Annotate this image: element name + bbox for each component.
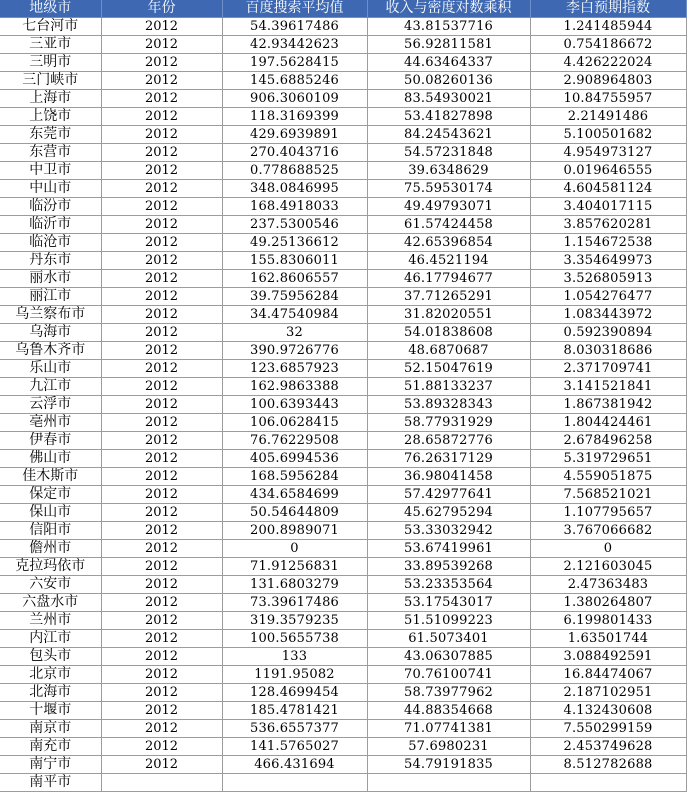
libai-index-cell[interactable]: 8.512782688 bbox=[530, 756, 686, 774]
city-cell[interactable]: 兰州市 bbox=[0, 612, 101, 630]
year-cell[interactable]: 2012 bbox=[101, 558, 222, 576]
income-density-product-cell[interactable]: 54.79191835 bbox=[367, 756, 530, 774]
libai-index-cell[interactable]: 3.088492591 bbox=[530, 648, 686, 666]
table-row bbox=[0, 612, 686, 630]
baidu-search-avg-cell[interactable]: 141.5765027 bbox=[222, 738, 367, 756]
year-cell[interactable]: 2012 bbox=[101, 108, 222, 126]
city-cell[interactable]: 保山市 bbox=[0, 504, 101, 522]
year-cell[interactable]: 2012 bbox=[101, 18, 222, 36]
table-row bbox=[0, 306, 686, 324]
baidu-search-avg-cell[interactable]: 155.8306011 bbox=[222, 252, 367, 270]
table-row bbox=[0, 432, 686, 450]
table-row bbox=[0, 774, 686, 792]
income-density-product-cell[interactable]: 54.01838608 bbox=[367, 324, 530, 342]
income-density-product-cell[interactable]: 37.71265291 bbox=[367, 288, 530, 306]
year-cell[interactable]: 2012 bbox=[101, 342, 222, 360]
libai-index-cell[interactable]: 3.404017115 bbox=[530, 198, 686, 216]
baidu-search-avg-cell[interactable] bbox=[222, 774, 367, 792]
city-cell[interactable]: 东莞市 bbox=[0, 126, 101, 144]
income-density-product-cell[interactable]: 61.5073401 bbox=[367, 630, 530, 648]
city-cell[interactable]: 亳州市 bbox=[0, 414, 101, 432]
libai-index-cell[interactable]: 2.47363483 bbox=[530, 576, 686, 594]
year-cell[interactable]: 2012 bbox=[101, 594, 222, 612]
libai-index-cell[interactable]: 4.132430608 bbox=[530, 702, 686, 720]
baidu-search-avg-cell[interactable]: 168.4918033 bbox=[222, 198, 367, 216]
table-row bbox=[0, 234, 686, 252]
libai-index-cell[interactable]: 0.019646555 bbox=[530, 162, 686, 180]
libai-index-cell[interactable]: 1.63501744 bbox=[530, 630, 686, 648]
libai-index-cell[interactable]: 2.453749628 bbox=[530, 738, 686, 756]
libai-index-cell[interactable]: 5.319729651 bbox=[530, 450, 686, 468]
table-row bbox=[0, 378, 686, 396]
year-cell[interactable]: 2012 bbox=[101, 468, 222, 486]
libai-index-cell[interactable]: 1.380264807 bbox=[530, 594, 686, 612]
header-libai-index[interactable]: 李白预期指数 bbox=[530, 0, 686, 18]
year-cell[interactable]: 2012 bbox=[101, 738, 222, 756]
header-baidu-search-avg[interactable]: 百度搜索平均值 bbox=[222, 0, 367, 18]
baidu-search-avg-cell[interactable]: 106.0628415 bbox=[222, 414, 367, 432]
income-density-product-cell[interactable]: 46.17794677 bbox=[367, 270, 530, 288]
city-cell[interactable]: 三明市 bbox=[0, 54, 101, 72]
income-density-product-cell[interactable]: 53.23353564 bbox=[367, 576, 530, 594]
table-row bbox=[0, 252, 686, 270]
income-density-product-cell[interactable]: 57.6980231 bbox=[367, 738, 530, 756]
libai-index-cell[interactable]: 3.526805913 bbox=[530, 270, 686, 288]
city-cell[interactable]: 南充市 bbox=[0, 738, 101, 756]
city-cell[interactable]: 乌海市 bbox=[0, 324, 101, 342]
year-cell[interactable]: 2012 bbox=[101, 198, 222, 216]
income-density-product-cell[interactable]: 43.06307885 bbox=[367, 648, 530, 666]
baidu-search-avg-cell[interactable]: 73.39617486 bbox=[222, 594, 367, 612]
table-row bbox=[0, 396, 686, 414]
baidu-search-avg-cell[interactable]: 128.4699454 bbox=[222, 684, 367, 702]
libai-index-cell[interactable] bbox=[530, 774, 686, 792]
libai-index-cell[interactable]: 3.141521841 bbox=[530, 378, 686, 396]
baidu-search-avg-cell[interactable]: 466.431694 bbox=[222, 756, 367, 774]
city-cell[interactable]: 伊春市 bbox=[0, 432, 101, 450]
libai-index-cell[interactable]: 4.559051875 bbox=[530, 468, 686, 486]
city-cell[interactable]: 佛山市 bbox=[0, 450, 101, 468]
baidu-search-avg-cell[interactable]: 54.39617486 bbox=[222, 18, 367, 36]
income-density-product-cell[interactable]: 39.6348629 bbox=[367, 162, 530, 180]
year-cell[interactable]: 2012 bbox=[101, 126, 222, 144]
table-row bbox=[0, 36, 686, 54]
year-cell[interactable] bbox=[101, 774, 222, 792]
libai-index-cell[interactable]: 1.107795657 bbox=[530, 504, 686, 522]
table-row bbox=[0, 684, 686, 702]
year-cell[interactable]: 2012 bbox=[101, 378, 222, 396]
baidu-search-avg-cell[interactable]: 32 bbox=[222, 324, 367, 342]
libai-index-cell[interactable]: 2.678496258 bbox=[530, 432, 686, 450]
city-cell[interactable]: 乐山市 bbox=[0, 360, 101, 378]
baidu-search-avg-cell[interactable]: 348.0846995 bbox=[222, 180, 367, 198]
baidu-search-avg-cell[interactable]: 434.6584699 bbox=[222, 486, 367, 504]
income-density-product-cell[interactable]: 61.57424458 bbox=[367, 216, 530, 234]
table-row bbox=[0, 288, 686, 306]
income-density-product-cell[interactable]: 36.98041458 bbox=[367, 468, 530, 486]
year-cell[interactable]: 2012 bbox=[101, 576, 222, 594]
header-year[interactable]: 年份 bbox=[101, 0, 222, 18]
city-cell[interactable]: 乌兰察布市 bbox=[0, 306, 101, 324]
income-density-product-cell[interactable]: 58.77931929 bbox=[367, 414, 530, 432]
table-row bbox=[0, 324, 686, 342]
year-cell[interactable]: 2012 bbox=[101, 306, 222, 324]
libai-index-cell[interactable]: 2.121603045 bbox=[530, 558, 686, 576]
table-row bbox=[0, 738, 686, 756]
libai-index-cell[interactable]: 1.804424461 bbox=[530, 414, 686, 432]
table-row bbox=[0, 162, 686, 180]
income-density-product-cell[interactable]: 71.07741381 bbox=[367, 720, 530, 738]
baidu-search-avg-cell[interactable]: 76.76229508 bbox=[222, 432, 367, 450]
year-cell[interactable]: 2012 bbox=[101, 216, 222, 234]
year-cell[interactable]: 2012 bbox=[101, 234, 222, 252]
income-density-product-cell[interactable]: 33.89539268 bbox=[367, 558, 530, 576]
header-city[interactable]: 地级市 bbox=[0, 0, 101, 18]
city-cell[interactable]: 信阳市 bbox=[0, 522, 101, 540]
libai-index-cell[interactable]: 2.908964803 bbox=[530, 72, 686, 90]
baidu-search-avg-cell[interactable]: 319.3579235 bbox=[222, 612, 367, 630]
city-cell[interactable]: 中山市 bbox=[0, 180, 101, 198]
baidu-search-avg-cell[interactable]: 168.5956284 bbox=[222, 468, 367, 486]
table-row bbox=[0, 576, 686, 594]
baidu-search-avg-cell[interactable]: 100.6393443 bbox=[222, 396, 367, 414]
year-cell[interactable]: 2012 bbox=[101, 432, 222, 450]
city-cell[interactable]: 上饶市 bbox=[0, 108, 101, 126]
year-cell[interactable]: 2012 bbox=[101, 72, 222, 90]
income-density-product-cell[interactable]: 43.81537716 bbox=[367, 18, 530, 36]
income-density-product-cell[interactable]: 48.6870687 bbox=[367, 342, 530, 360]
city-cell[interactable]: 六盘水市 bbox=[0, 594, 101, 612]
table-row bbox=[0, 648, 686, 666]
table-row bbox=[0, 666, 686, 684]
table-row bbox=[0, 720, 686, 738]
libai-index-cell[interactable]: 2.21491486 bbox=[530, 108, 686, 126]
city-cell[interactable]: 包头市 bbox=[0, 648, 101, 666]
income-density-product-cell[interactable]: 57.42977641 bbox=[367, 486, 530, 504]
income-density-product-cell[interactable]: 31.82020551 bbox=[367, 306, 530, 324]
baidu-search-avg-cell[interactable]: 429.6939891 bbox=[222, 126, 367, 144]
table-row bbox=[0, 702, 686, 720]
libai-index-cell[interactable]: 1.083443972 bbox=[530, 306, 686, 324]
table-row bbox=[0, 54, 686, 72]
table-row bbox=[0, 540, 686, 558]
year-cell[interactable]: 2012 bbox=[101, 54, 222, 72]
libai-index-cell[interactable]: 1.241485944 bbox=[530, 18, 686, 36]
table-row bbox=[0, 414, 686, 432]
baidu-search-avg-cell[interactable]: 118.3169399 bbox=[222, 108, 367, 126]
city-cell[interactable]: 九江市 bbox=[0, 378, 101, 396]
libai-index-cell[interactable]: 4.604581124 bbox=[530, 180, 686, 198]
baidu-search-avg-cell[interactable]: 123.6857923 bbox=[222, 360, 367, 378]
table-row bbox=[0, 18, 686, 36]
year-cell[interactable]: 2012 bbox=[101, 504, 222, 522]
income-density-product-cell[interactable]: 51.88133237 bbox=[367, 378, 530, 396]
city-cell[interactable]: 东营市 bbox=[0, 144, 101, 162]
income-density-product-cell[interactable]: 70.76100741 bbox=[367, 666, 530, 684]
table-row bbox=[0, 72, 686, 90]
table-row bbox=[0, 522, 686, 540]
table-row bbox=[0, 144, 686, 162]
income-density-product-cell[interactable]: 53.41827898 bbox=[367, 108, 530, 126]
libai-index-cell[interactable]: 8.030318686 bbox=[530, 342, 686, 360]
city-cell[interactable]: 佳木斯市 bbox=[0, 468, 101, 486]
city-cell[interactable]: 临汾市 bbox=[0, 198, 101, 216]
income-density-product-cell[interactable]: 54.57231848 bbox=[367, 144, 530, 162]
header-income-density-product[interactable]: 收入与密度对数乘积 bbox=[367, 0, 530, 18]
income-density-product-cell[interactable]: 44.63464337 bbox=[367, 54, 530, 72]
table-row bbox=[0, 594, 686, 612]
year-cell[interactable]: 2012 bbox=[101, 36, 222, 54]
table-row bbox=[0, 360, 686, 378]
year-cell[interactable]: 2012 bbox=[101, 756, 222, 774]
table-row bbox=[0, 108, 686, 126]
city-cell[interactable]: 十堰市 bbox=[0, 702, 101, 720]
city-cell[interactable]: 丹东市 bbox=[0, 252, 101, 270]
year-cell[interactable]: 2012 bbox=[101, 252, 222, 270]
header-row bbox=[0, 0, 686, 18]
libai-index-cell[interactable]: 3.857620281 bbox=[530, 216, 686, 234]
libai-index-cell[interactable]: 1.154672538 bbox=[530, 234, 686, 252]
table-row bbox=[0, 126, 686, 144]
libai-index-cell[interactable]: 3.354649973 bbox=[530, 252, 686, 270]
city-cell[interactable]: 三门峡市 bbox=[0, 72, 101, 90]
table-row bbox=[0, 270, 686, 288]
table-row bbox=[0, 90, 686, 108]
income-density-product-cell[interactable]: 53.89328343 bbox=[367, 396, 530, 414]
city-cell[interactable]: 保定市 bbox=[0, 486, 101, 504]
city-cell[interactable]: 临沧市 bbox=[0, 234, 101, 252]
year-cell[interactable]: 2012 bbox=[101, 288, 222, 306]
income-density-product-cell[interactable]: 53.17543017 bbox=[367, 594, 530, 612]
city-cell[interactable]: 儋州市 bbox=[0, 540, 101, 558]
city-cell[interactable]: 北海市 bbox=[0, 684, 101, 702]
city-cell[interactable]: 克拉玛依市 bbox=[0, 558, 101, 576]
libai-index-cell[interactable]: 7.550299159 bbox=[530, 720, 686, 738]
baidu-search-avg-cell[interactable]: 49.25136612 bbox=[222, 234, 367, 252]
baidu-search-avg-cell[interactable]: 34.47540984 bbox=[222, 306, 367, 324]
table-row bbox=[0, 342, 686, 360]
baidu-search-avg-cell[interactable]: 145.6885246 bbox=[222, 72, 367, 90]
libai-index-cell[interactable]: 0.592390894 bbox=[530, 324, 686, 342]
baidu-search-avg-cell[interactable]: 197.5628415 bbox=[222, 54, 367, 72]
libai-index-cell[interactable]: 2.187102951 bbox=[530, 684, 686, 702]
year-cell[interactable]: 2012 bbox=[101, 486, 222, 504]
libai-index-cell[interactable]: 3.767066682 bbox=[530, 522, 686, 540]
city-cell[interactable]: 上海市 bbox=[0, 90, 101, 108]
city-cell[interactable]: 南平市 bbox=[0, 774, 101, 792]
baidu-search-avg-cell[interactable]: 42.93442623 bbox=[222, 36, 367, 54]
year-cell[interactable]: 2012 bbox=[101, 630, 222, 648]
income-density-product-cell[interactable]: 53.67419961 bbox=[367, 540, 530, 558]
year-cell[interactable]: 2012 bbox=[101, 270, 222, 288]
baidu-search-avg-cell[interactable]: 162.8606557 bbox=[222, 270, 367, 288]
baidu-search-avg-cell[interactable]: 39.75956284 bbox=[222, 288, 367, 306]
year-cell[interactable]: 2012 bbox=[101, 648, 222, 666]
year-cell[interactable]: 2012 bbox=[101, 396, 222, 414]
income-density-product-cell[interactable]: 75.59530174 bbox=[367, 180, 530, 198]
income-density-product-cell[interactable]: 45.62795294 bbox=[367, 504, 530, 522]
income-density-product-cell[interactable]: 84.24543621 bbox=[367, 126, 530, 144]
baidu-search-avg-cell[interactable]: 50.54644809 bbox=[222, 504, 367, 522]
baidu-search-avg-cell[interactable]: 405.6994536 bbox=[222, 450, 367, 468]
income-density-product-cell[interactable] bbox=[367, 774, 530, 792]
income-density-product-cell[interactable]: 50.08260136 bbox=[367, 72, 530, 90]
baidu-search-avg-cell[interactable]: 71.91256831 bbox=[222, 558, 367, 576]
year-cell[interactable]: 2012 bbox=[101, 414, 222, 432]
baidu-search-avg-cell[interactable]: 133 bbox=[222, 648, 367, 666]
libai-index-cell[interactable]: 6.199801433 bbox=[530, 612, 686, 630]
city-cell[interactable]: 三亚市 bbox=[0, 36, 101, 54]
city-cell[interactable]: 六安市 bbox=[0, 576, 101, 594]
libai-index-cell[interactable]: 1.867381942 bbox=[530, 396, 686, 414]
city-cell[interactable]: 北京市 bbox=[0, 666, 101, 684]
income-density-product-cell[interactable]: 53.33032942 bbox=[367, 522, 530, 540]
table-row bbox=[0, 756, 686, 774]
libai-index-cell[interactable]: 4.954973127 bbox=[530, 144, 686, 162]
baidu-search-avg-cell[interactable]: 237.5300546 bbox=[222, 216, 367, 234]
year-cell[interactable]: 2012 bbox=[101, 684, 222, 702]
income-density-product-cell[interactable]: 46.4521194 bbox=[367, 252, 530, 270]
libai-index-cell[interactable]: 2.371709741 bbox=[530, 360, 686, 378]
year-cell[interactable]: 2012 bbox=[101, 450, 222, 468]
year-cell[interactable]: 2012 bbox=[101, 180, 222, 198]
income-density-product-cell[interactable]: 83.54930021 bbox=[367, 90, 530, 108]
libai-index-cell[interactable]: 0 bbox=[530, 540, 686, 558]
city-cell[interactable]: 七台河市 bbox=[0, 18, 101, 36]
libai-index-cell[interactable]: 16.84474067 bbox=[530, 666, 686, 684]
baidu-search-avg-cell[interactable]: 1191.95082 bbox=[222, 666, 367, 684]
baidu-search-avg-cell[interactable]: 200.8989071 bbox=[222, 522, 367, 540]
table-row bbox=[0, 198, 686, 216]
city-cell[interactable]: 乌鲁木齐市 bbox=[0, 342, 101, 360]
baidu-search-avg-cell[interactable]: 390.9726776 bbox=[222, 342, 367, 360]
city-cell[interactable]: 南京市 bbox=[0, 720, 101, 738]
libai-index-cell[interactable]: 1.054276477 bbox=[530, 288, 686, 306]
baidu-search-avg-cell[interactable]: 185.4781421 bbox=[222, 702, 367, 720]
income-density-product-cell[interactable]: 44.88354668 bbox=[367, 702, 530, 720]
income-density-product-cell[interactable]: 76.26317129 bbox=[367, 450, 530, 468]
income-density-product-cell[interactable]: 51.51099223 bbox=[367, 612, 530, 630]
income-density-product-cell[interactable]: 56.92811581 bbox=[367, 36, 530, 54]
year-cell[interactable]: 2012 bbox=[101, 144, 222, 162]
table-row bbox=[0, 504, 686, 522]
city-cell[interactable]: 丽水市 bbox=[0, 270, 101, 288]
income-density-product-cell[interactable]: 49.49793071 bbox=[367, 198, 530, 216]
income-density-product-cell[interactable]: 52.15047619 bbox=[367, 360, 530, 378]
city-cell[interactable]: 内江市 bbox=[0, 630, 101, 648]
table-row bbox=[0, 180, 686, 198]
baidu-search-avg-cell[interactable]: 536.6557377 bbox=[222, 720, 367, 738]
libai-index-cell[interactable]: 10.84755957 bbox=[530, 90, 686, 108]
libai-index-cell[interactable]: 0.754186672 bbox=[530, 36, 686, 54]
baidu-search-avg-cell[interactable]: 0.778688525 bbox=[222, 162, 367, 180]
city-cell[interactable]: 南宁市 bbox=[0, 756, 101, 774]
baidu-search-avg-cell[interactable]: 131.6803279 bbox=[222, 576, 367, 594]
libai-index-cell[interactable]: 4.426222024 bbox=[530, 54, 686, 72]
table-row bbox=[0, 468, 686, 486]
libai-index-cell[interactable]: 5.100501682 bbox=[530, 126, 686, 144]
income-density-product-cell[interactable]: 58.73977962 bbox=[367, 684, 530, 702]
libai-index-cell[interactable]: 7.568521021 bbox=[530, 486, 686, 504]
year-cell[interactable]: 2012 bbox=[101, 702, 222, 720]
city-cell[interactable]: 云浮市 bbox=[0, 396, 101, 414]
year-cell[interactable]: 2012 bbox=[101, 90, 222, 108]
table-row bbox=[0, 450, 686, 468]
baidu-search-avg-cell[interactable]: 0 bbox=[222, 540, 367, 558]
income-density-product-cell[interactable]: 28.65872776 bbox=[367, 432, 530, 450]
year-cell[interactable]: 2012 bbox=[101, 162, 222, 180]
baidu-search-avg-cell[interactable]: 162.9863388 bbox=[222, 378, 367, 396]
baidu-search-avg-cell[interactable]: 906.3060109 bbox=[222, 90, 367, 108]
baidu-search-avg-cell[interactable]: 270.4043716 bbox=[222, 144, 367, 162]
year-cell[interactable]: 2012 bbox=[101, 666, 222, 684]
city-cell[interactable]: 中卫市 bbox=[0, 162, 101, 180]
table-row bbox=[0, 558, 686, 576]
year-cell[interactable]: 2012 bbox=[101, 324, 222, 342]
year-cell[interactable]: 2012 bbox=[101, 522, 222, 540]
year-cell[interactable]: 2012 bbox=[101, 612, 222, 630]
year-cell[interactable]: 2012 bbox=[101, 360, 222, 378]
income-density-product-cell[interactable]: 42.65396854 bbox=[367, 234, 530, 252]
year-cell[interactable]: 2012 bbox=[101, 720, 222, 738]
table-row bbox=[0, 630, 686, 648]
baidu-search-avg-cell[interactable]: 100.5655738 bbox=[222, 630, 367, 648]
city-cell[interactable]: 临沂市 bbox=[0, 216, 101, 234]
city-cell[interactable]: 丽江市 bbox=[0, 288, 101, 306]
year-cell[interactable]: 2012 bbox=[101, 540, 222, 558]
table-row bbox=[0, 216, 686, 234]
table-row bbox=[0, 486, 686, 504]
